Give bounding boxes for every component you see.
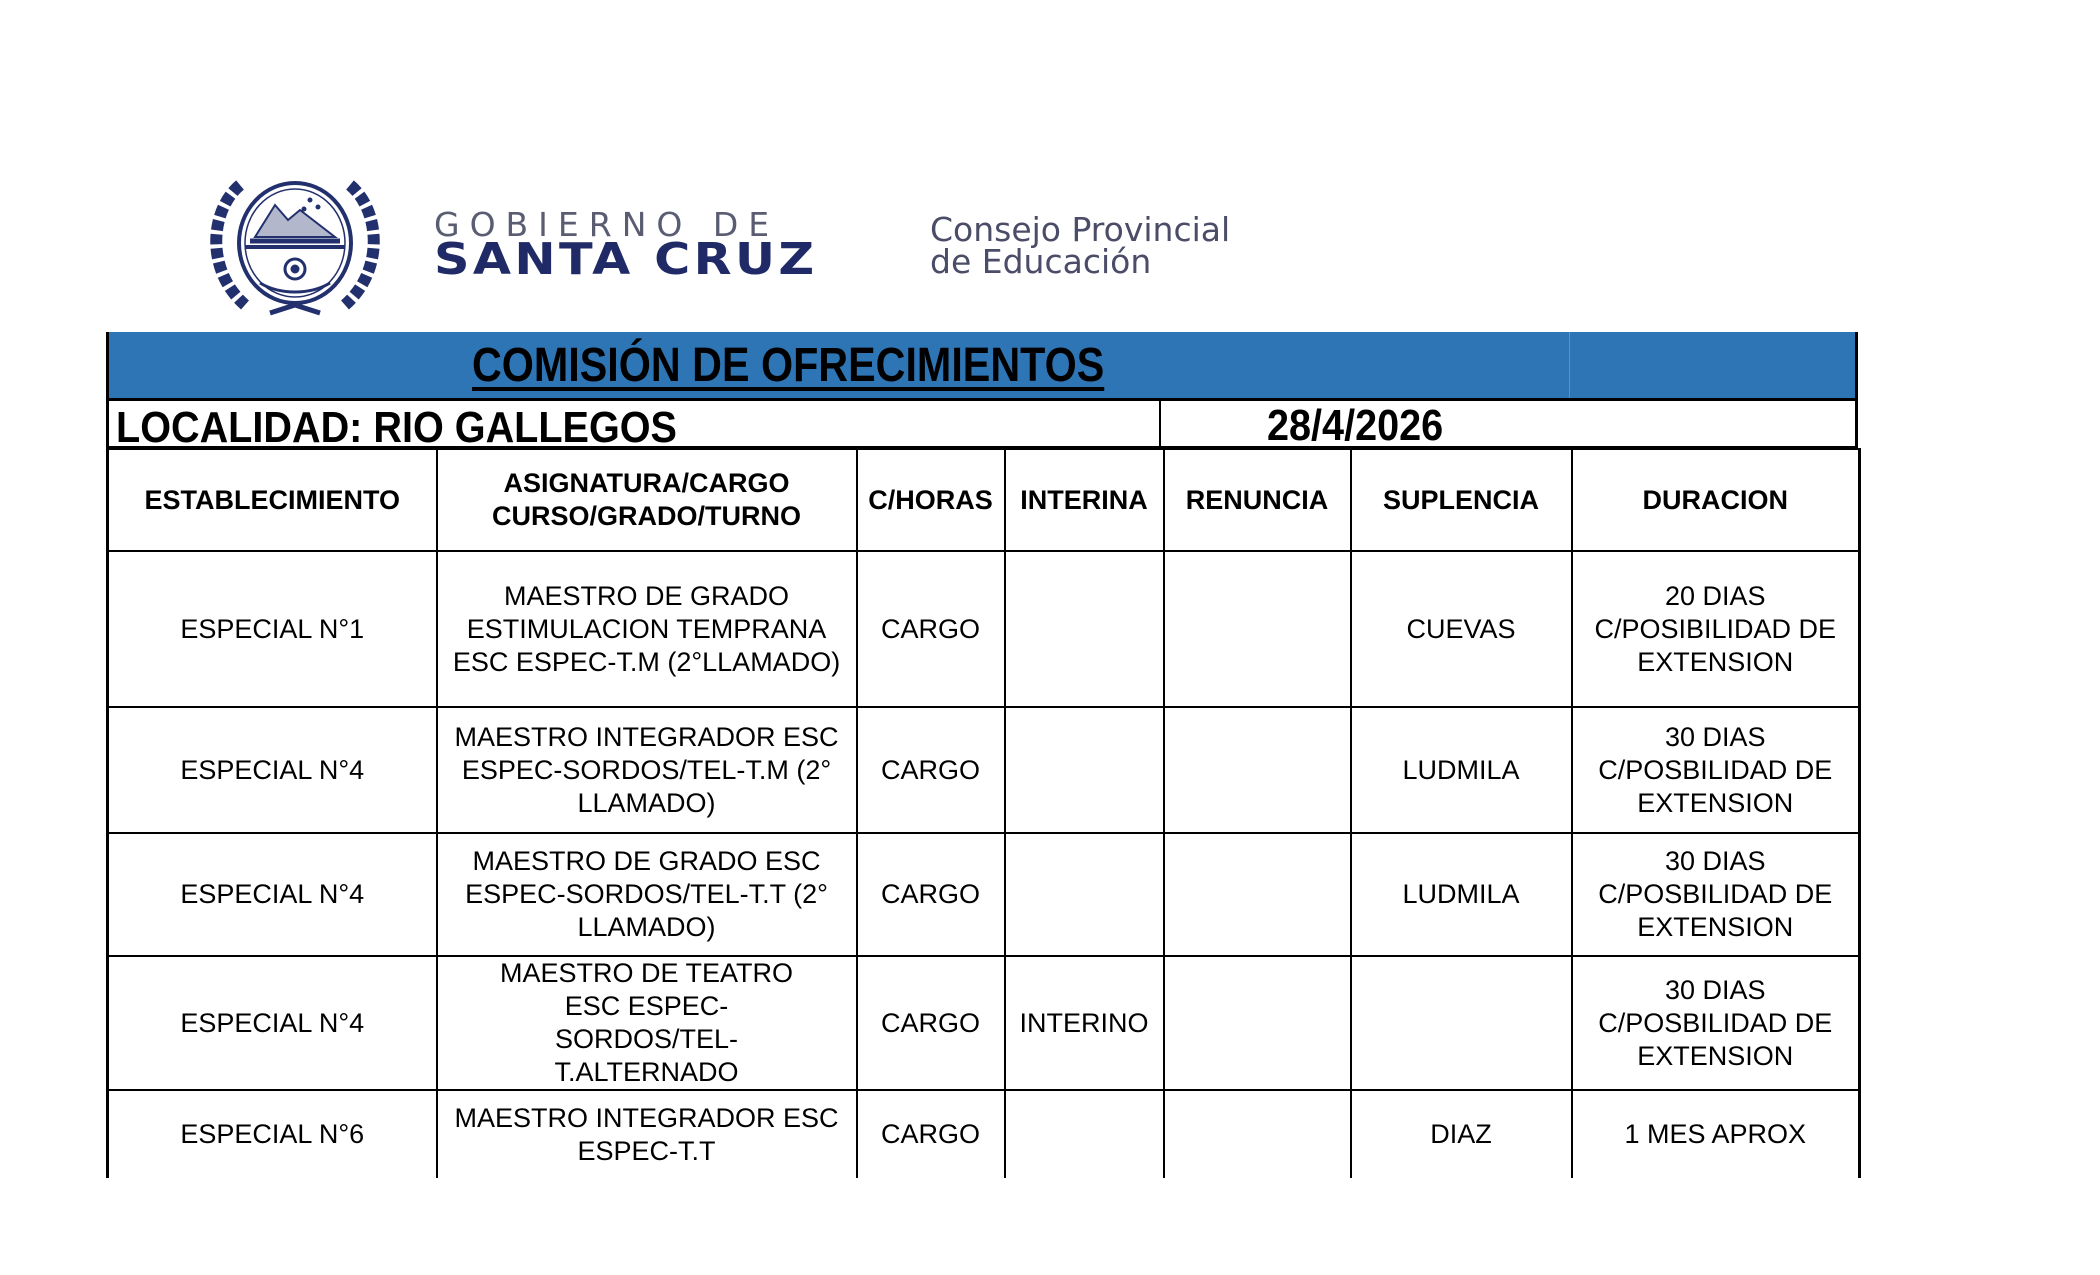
- table-row: [108, 1090, 1860, 1178]
- cell-asignatura: MAESTRO DE TEATRO ESC ESPEC-SORDOS/TEL-T.ALTERNADO: [437, 956, 857, 1090]
- column-header-asignatura: [437, 449, 857, 551]
- cell-suplencia: LUDMILA: [1351, 833, 1572, 956]
- column-header-renuncia: RENUNCIA: [1164, 449, 1351, 551]
- cell-c-horas: CARGO: [857, 956, 1005, 1090]
- cell-renuncia: [1164, 551, 1351, 707]
- cell-duracion: 20 DIAS C/POSIBILIDAD DE EXTENSION: [1572, 551, 1860, 707]
- cell-asignatura: MAESTRO DE GRADO ESC ESPEC-SORDOS/TEL-T.T (2° LLAMADO): [437, 833, 857, 956]
- cell-renuncia: [1164, 833, 1351, 956]
- locality-label: LOCALIDAD: RIO GALLEGOS: [116, 403, 677, 452]
- cell-c-horas: CARGO: [857, 1090, 1005, 1178]
- column-header-asignatura-line2: CURSO/GRADO/TURNO: [492, 501, 801, 531]
- cell-asignatura: MAESTRO INTEGRADOR ESC ESPEC-T.T: [437, 1090, 857, 1178]
- column-header-interina: INTERINA: [1005, 449, 1164, 551]
- cell-duracion: 30 DIAS C/POSBILIDAD DE EXTENSION: [1572, 707, 1860, 833]
- cell-suplencia: LUDMILA: [1351, 707, 1572, 833]
- cell-duracion: 30 DIAS C/POSBILIDAD DE EXTENSION: [1572, 956, 1860, 1090]
- cell-renuncia: [1164, 1090, 1351, 1178]
- cell-suplencia: DIAZ: [1351, 1090, 1572, 1178]
- council-name-line2: de Educación: [930, 242, 1152, 281]
- cell-c-horas: CARGO: [857, 707, 1005, 833]
- column-header-duracion: DURACION: [1572, 449, 1860, 551]
- column-header-suplencia: SUPLENCIA: [1351, 449, 1572, 551]
- cell-interina: [1005, 551, 1164, 707]
- cell-c-horas: CARGO: [857, 833, 1005, 956]
- column-header-asignatura-line1: ASIGNATURA/CARGO: [503, 468, 790, 498]
- cell-renuncia: [1164, 707, 1351, 833]
- cell-asignatura: MAESTRO DE GRADO ESTIMULACION TEMPRANA ESC ESPEC-T.M (2°LLAMADO): [437, 551, 857, 707]
- table-header-row: [108, 449, 1860, 551]
- cell-renuncia: [1164, 956, 1351, 1090]
- title-bar: [106, 332, 1858, 398]
- gridline: [1569, 332, 1570, 398]
- table-row: [108, 551, 1860, 707]
- column-header-c-horas: C/HORAS: [857, 449, 1005, 551]
- council-name-line1: Consejo Provincial: [930, 210, 1231, 249]
- government-name-line2: SANTA CRUZ: [434, 234, 818, 285]
- document-title: COMISIÓN DE OFRECIMIENTOS: [472, 339, 1105, 392]
- cell-suplencia: CUEVAS: [1351, 551, 1572, 707]
- offers-table: [106, 448, 1861, 1178]
- document-date: 28/4/2026: [1267, 401, 1444, 450]
- cell-establecimiento: ESPECIAL N°4: [108, 707, 437, 833]
- cell-c-horas: CARGO: [857, 551, 1005, 707]
- government-name-line1: GOBIERNO DE: [434, 205, 780, 244]
- cell-duracion: 1 MES APROX: [1572, 1090, 1860, 1178]
- locality-date-divider: [1159, 401, 1161, 446]
- cell-establecimiento: ESPECIAL N°6: [108, 1090, 437, 1178]
- cell-interina: [1005, 707, 1164, 833]
- locality-row: [106, 398, 1858, 452]
- cell-interina: [1005, 833, 1164, 956]
- cell-suplencia: [1351, 956, 1572, 1090]
- cell-asignatura: MAESTRO INTEGRADOR ESC ESPEC-SORDOS/TEL-T.M (2° LLAMADO): [437, 707, 857, 833]
- cell-interina: INTERINO: [1005, 956, 1164, 1090]
- table-row: [108, 956, 1860, 1090]
- cell-establecimiento: ESPECIAL N°1: [108, 551, 437, 707]
- cell-interina: [1005, 1090, 1164, 1178]
- column-header-establecimiento: ESTABLECIMIENTO: [108, 449, 437, 551]
- cell-establecimiento: ESPECIAL N°4: [108, 956, 437, 1090]
- cell-duracion: 30 DIAS C/POSBILIDAD DE EXTENSION: [1572, 833, 1860, 956]
- table-row: [108, 707, 1860, 833]
- cell-establecimiento: ESPECIAL N°4: [108, 833, 437, 956]
- santa-cruz-crest-logo: [200, 165, 390, 325]
- table-row: [108, 833, 1860, 956]
